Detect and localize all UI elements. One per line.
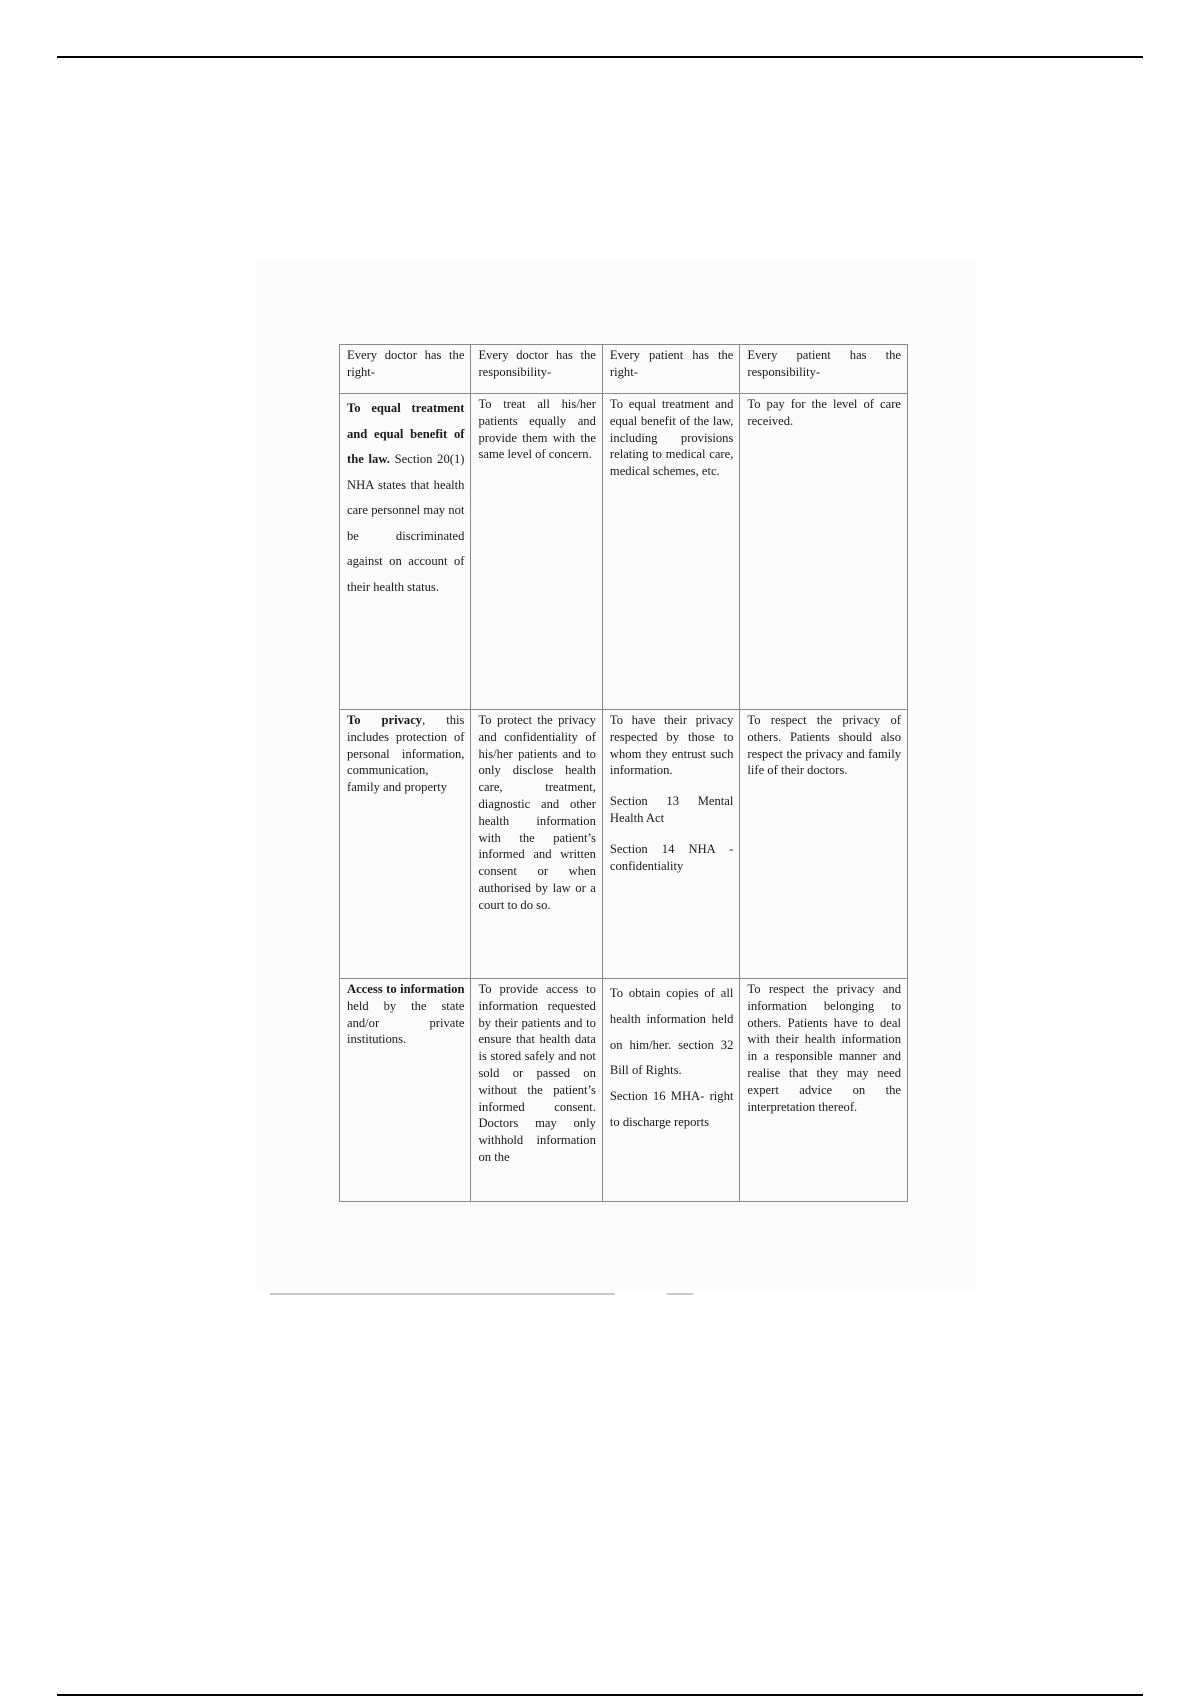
scan-footer-line xyxy=(270,1293,615,1295)
footer-rule xyxy=(57,1694,1143,1696)
row-access-patient-right xyxy=(602,979,739,1202)
row-privacy-patient-right xyxy=(602,710,739,979)
table-row xyxy=(340,710,908,979)
patient-right-text: To have their privacy respected by those to whom they entrust such information. xyxy=(609,713,734,778)
row-access-doctor-right xyxy=(340,979,471,1202)
right-heading: Access to information xyxy=(347,982,465,996)
right-heading: To privacy xyxy=(347,713,423,727)
table-row xyxy=(340,979,908,1202)
header-doctor-responsibility: Every doctor has the responsibility- xyxy=(471,345,602,394)
header-patient-responsibility: Every patient has the responsibility- xyxy=(740,345,908,394)
scan-footer-mark xyxy=(667,1293,693,1295)
right-description: , this includes protection of personal information, communication, family and property xyxy=(347,713,465,795)
header-doctor-right: Every doctor has the right- xyxy=(340,345,471,394)
header-rule xyxy=(57,56,1143,58)
patient-right-reference: Section 16 MHA- right to discharge reports xyxy=(609,1089,734,1129)
row-access-doctor-responsibility: To provide access to information requested by their patients and to ensure that health data is stored safely and not sold or passed on without the patient’s informed consent. Doctors may only withhold information on the xyxy=(471,979,602,1202)
table-header-row xyxy=(340,345,908,394)
row-equality-doctor-responsibility: To treat all his/her patients equally and provide them with the same level of concern. xyxy=(471,394,602,710)
rights-responsibilities-table xyxy=(339,344,908,1202)
patient-right-reference: Section 14 NHA - confidentiality xyxy=(609,841,734,873)
patient-right-text: To obtain copies of all health information held on him/her. section 32 Bill of Rights. xyxy=(609,986,734,1078)
row-privacy-patient-responsibility: To respect the privacy of others. Patients should also respect the privacy and family life of their doctors. xyxy=(740,710,908,979)
table-row xyxy=(340,394,908,710)
right-description: Section 20(1) NHA states that health care personnel may not be discriminated against on account of their health status. xyxy=(347,452,465,594)
right-heading: To equal treatment and equal benefit of the law. xyxy=(347,401,465,466)
row-privacy-doctor-responsibility: To protect the privacy and confidentiality of his/her patients and to only disclose health care, treatment, diagnostic and other health information with the patient’s informed and written consent or when authorised by law or a court to do so. xyxy=(471,710,602,979)
row-equality-patient-responsibility: To pay for the level of care received. xyxy=(740,394,908,710)
patient-right-reference: Section 13 Mental Health Act xyxy=(609,794,734,825)
row-access-patient-responsibility: To respect the privacy and information belonging to others. Patients have to deal with their health information in a responsible manner and realise that they may need expert advice on the interpretation thereof. xyxy=(740,979,908,1202)
row-privacy-doctor-right xyxy=(340,710,471,979)
row-equality-doctor-right xyxy=(340,394,471,710)
row-equality-patient-right: To equal treatment and equal benefit of the law, including provisions relating to medical care, medical schemes, etc. xyxy=(602,394,739,710)
right-description: held by the state and/or private institutions. xyxy=(347,998,465,1047)
header-patient-right: Every patient has the right- xyxy=(602,345,739,394)
